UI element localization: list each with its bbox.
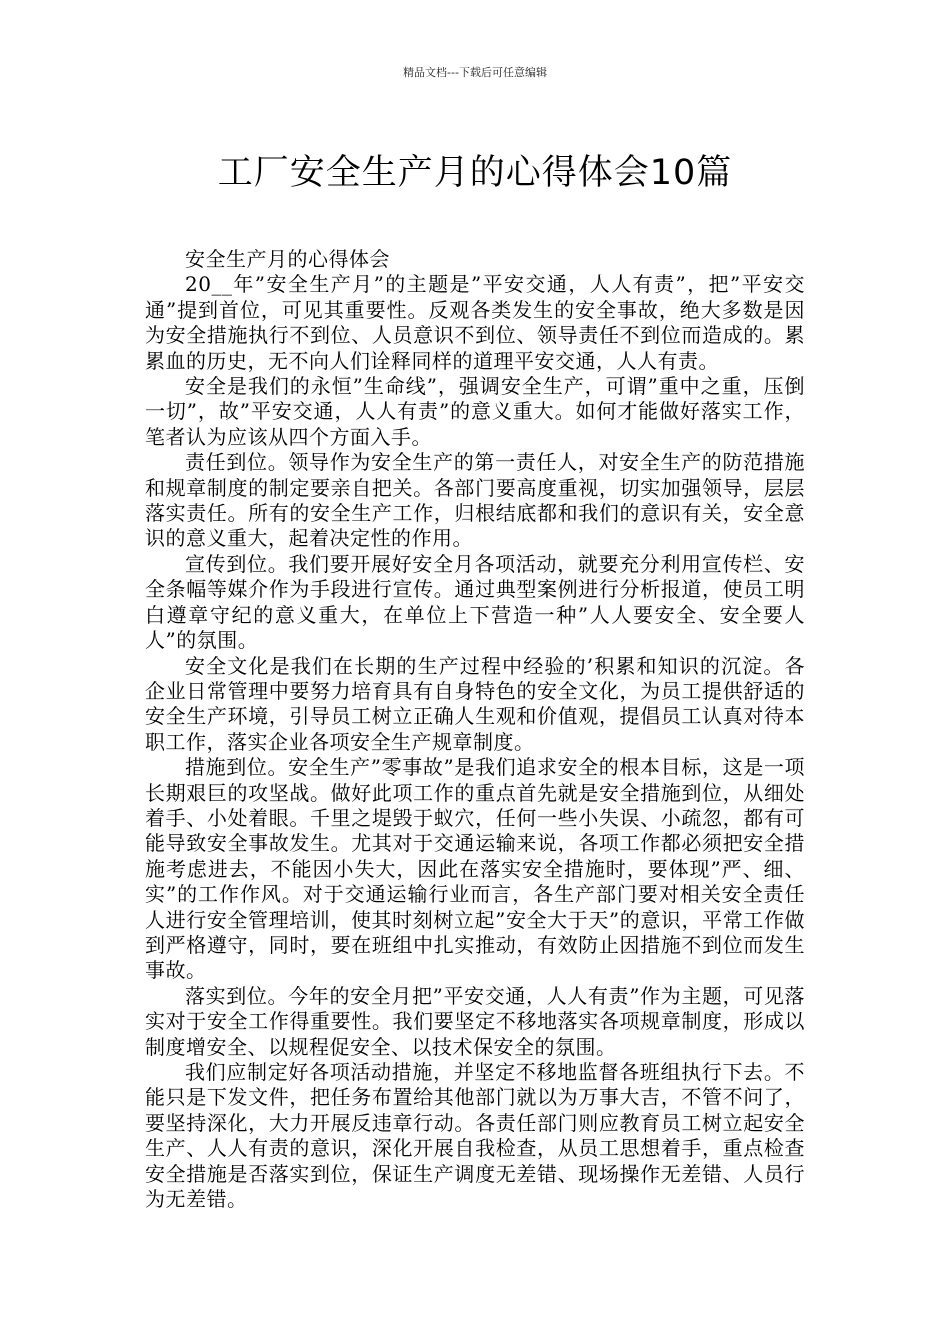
- paragraph: 安全文化是我们在长期的生产过程中经验的’积累和知识的沉淀。各企业日常管理中要努力培育具有自身特色的安全文化，为员工提供舒适的安全生产环境，引导员工树立正确人生观和价值观，提倡员工认真对待本职工作，落实企业各项安全生产规章制度。: [145, 653, 805, 754]
- section-heading: 安全生产月的心得体会: [185, 247, 390, 271]
- paragraph: 责任到位。领导作为安全生产的第一责任人，对安全生产的防范措施和规章制度的制定要亲自把关。各部门要高度重视，切实加强领导，层层落实责任。所有的安全生产工作，归根结底都和我们的意识有关，安全意识的意义重大，起着决定性的作用。: [145, 450, 805, 551]
- paragraph: 我们应制定好各项活动措施，并坚定不移地监督各班组执行下去。不能只是下发文件，把任务布置给其他部门就以为万事大吉，不管不问了，要坚持深化，大力开展反违章行动。各责任部门则应教育员工树立起安全生产、人人有责的意识，深化开展自我检查，从员工思想着手，重点检查安全措施是否落实到位，保证生产调度无差错、现场操作无差错、人员行为无差错。: [145, 1060, 805, 1212]
- paragraph: 落实到位。今年的安全月把”平安交通，人人有责”作为主题，可见落实对于安全工作得重要性。我们要坚定不移地落实各项规章制度，形成以制度增安全、以规程促安全、以技术保安全的氛围。: [145, 983, 805, 1059]
- document-title: 工厂安全生产月的心得体会10篇: [217, 153, 733, 194]
- paragraph: 措施到位。安全生产”零事故”是我们追求安全的根本目标，这是一项长期艰巨的攻坚战。做好此项工作的重点首先就是安全措施到位，从细处着手、小处着眼。千里之堤毁于蚁穴，任何一些小失误、小疏忽，都有可能导致安全事故发生。尤其对于交通运输来说，各项工作都必须把安全措施考虑进去，不能因小失大，因此在落实安全措施时，要体现”严、细、实”的工作作风。对于交通运输行业而言，各生产部门要对相关安全责任人进行安全管理培训，使其时刻树立起”安全大于天”的意识，平常工作做到严格遵守，同时，要在班组中扎实推动，有效防止因措施不到位而发生事故。: [145, 755, 805, 983]
- document-body: [145, 247, 805, 1212]
- paragraph: 安全是我们的永恒”生命线”，强调安全生产，可谓”重中之重，压倒一切”，故”平安交通，人人有责”的意义重大。如何才能做好落实工作，笔者认为应该从四个方面入手。: [145, 374, 805, 449]
- header-note: 精品文档---下载后可任意编辑: [403, 66, 547, 79]
- paragraph: 宣传到位。我们要开展好安全月各项活动，就要充分利用宣传栏、安全条幅等媒介作为手段进行宣传。通过典型案例进行分析报道，使员工明白遵章守纪的意义重大，在单位上下营造一种”人人要安全、安全要人人”的氛围。: [145, 551, 805, 653]
- paragraph: 20__年”安全生产月”的主题是”平安交通，人人有责”，把”平安交通”提到首位，可见其重要性。反观各类发生的安全事故，绝大多数是因为安全措施执行不到位、人员意识不到位、领导责任不到位而造成的。累累血的历史，无不向人们诠释同样的道理平安交通，人人有责。: [145, 272, 805, 373]
